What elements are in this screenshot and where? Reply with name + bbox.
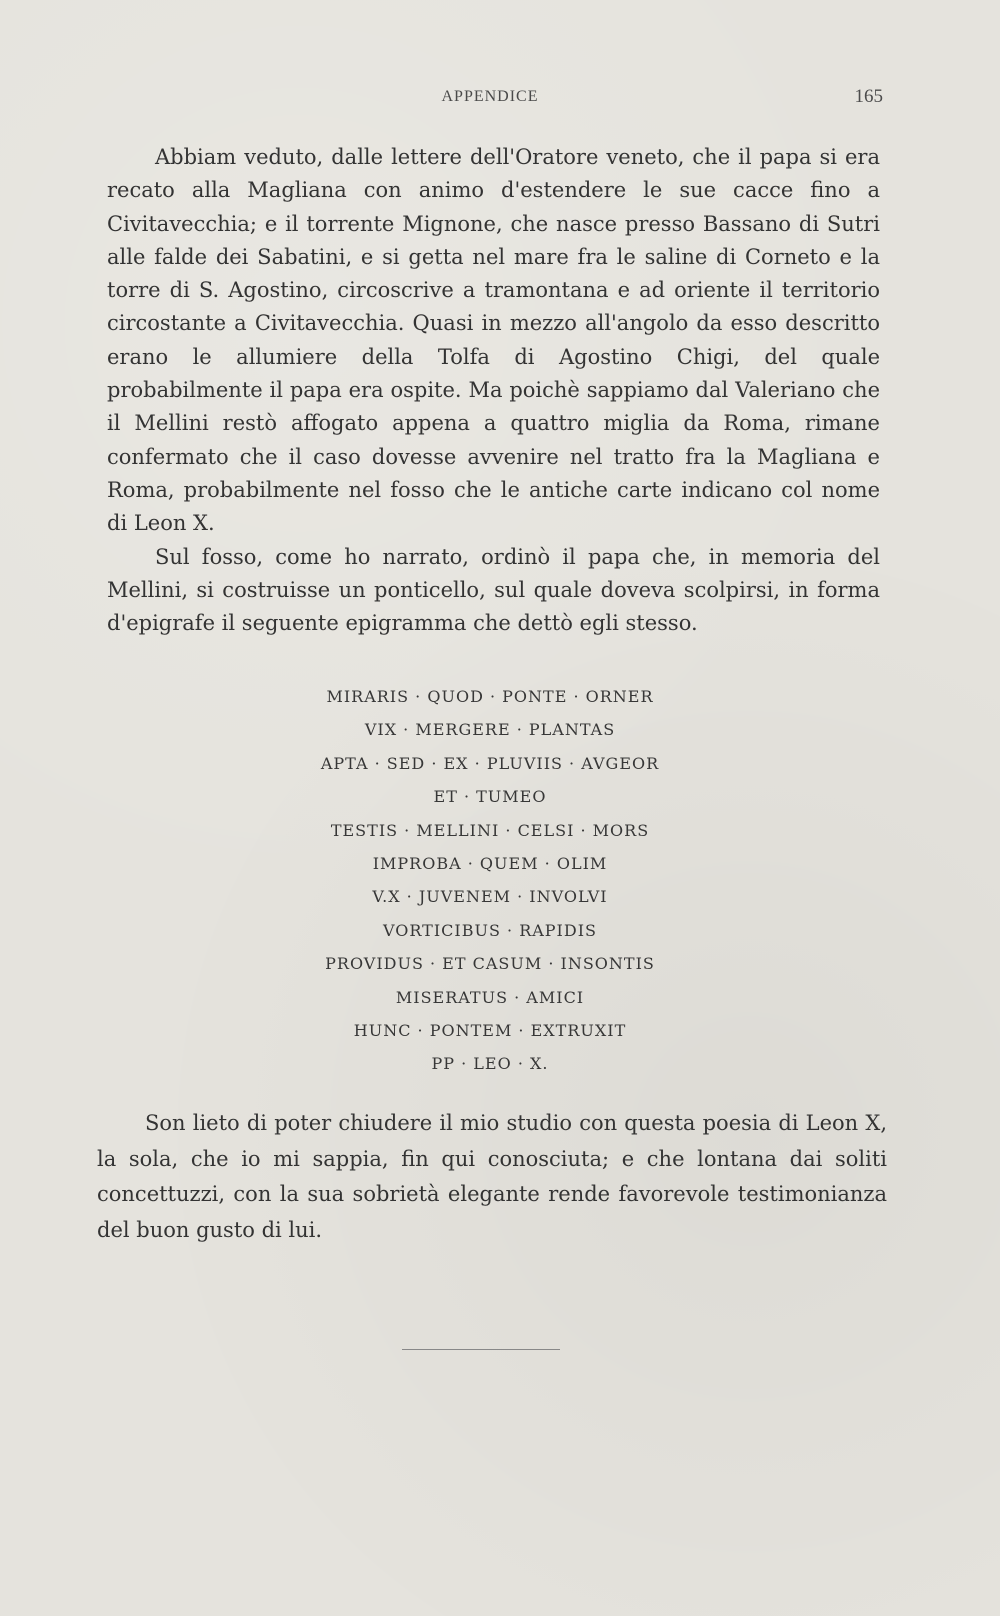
main-text [107, 141, 880, 640]
epigram-line-9: PROVIDUS · ET CASUM · INSONTIS [325, 954, 655, 974]
epigram-line-1: MIRARIS · QUOD · PONTE · ORNER [326, 687, 654, 706]
closing-text [97, 1106, 887, 1248]
epigram-line-3: APTA · SED · EX · PLUVIIS · AVGEOR [320, 753, 660, 773]
paragraph-2: Sul fosso, come ho narrato, ordinò il papa che, in memoria del Mellini, si costruisse un ponticello, sul quale doveva scolpirsi, in forma d'epigrafe il seguente epigramma che dettò egli stesso. [107, 544, 880, 636]
epigram-line-10: MISERATUS · AMICI [395, 987, 585, 1007]
epigram-line-6: IMPROBA · QUEM · OLIM [372, 854, 608, 874]
epigram-line-2: VIX · MERGERE · PLANTAS [364, 720, 616, 740]
epigram-line-8: VORTICIBUS · RAPIDIS [383, 920, 597, 940]
paragraph-1: Abbiam veduto, dalle lettere dell'Oratore veneto, che il papa si era recato alla Magliana con animo d'estendere le sue cacce fino a Civitavecchia; e il torrente Mignone, che nasce presso Bassano di Sutri alle falde dei Sabatini, e si getta nel mare fra le saline di Corneto e la torre di S. Agostino, circoscrive a tramontana e ad oriente il territorio circostante a Civitavecchia. Quasi in mezzo all'angolo da esso descritto erano le allumiere della Tolfa di Agostino Chigi, del quale probabilmente il papa era ospite. Ma poichè sappiamo dal Valeriano che il Mellini restò affogato appena a quattro miglia da Roma, rimane confermato che il caso dovesse avvenire nel tratto fra la Magliana e Roma, probabilmente nel fosso che le antiche carte indicano col nome di Leon X. [107, 145, 880, 536]
epigram-line-4: ET · TUMEO [433, 787, 547, 807]
running-header [0, 88, 1000, 112]
epigram-line-11: HUNC · PONTEM · EXTRUXIT [353, 1021, 627, 1041]
page-number: 165 [854, 86, 883, 107]
epigram-line-12: PP · LEO · X. [431, 1054, 549, 1074]
epigram-line-7: V.X · JUVENEM · INVOLVI [372, 887, 608, 907]
closing-paragraph: Son lieto di poter chiudere il mio studio con questa poesia di Leon X, la sola, che io mi sappia, fin qui conosciuta; e che lontana dai soliti concettuzzi, con la sua sobrietà elegante rende favorevole testimonianza del buon gusto di lui. [97, 1111, 887, 1242]
section-rule [402, 1349, 560, 1350]
epigram-line-5: TESTIS · MELLINI · CELSI · MORS [330, 820, 650, 840]
running-title: APPENDICE [441, 88, 539, 105]
epigram-block [0, 680, 980, 1081]
